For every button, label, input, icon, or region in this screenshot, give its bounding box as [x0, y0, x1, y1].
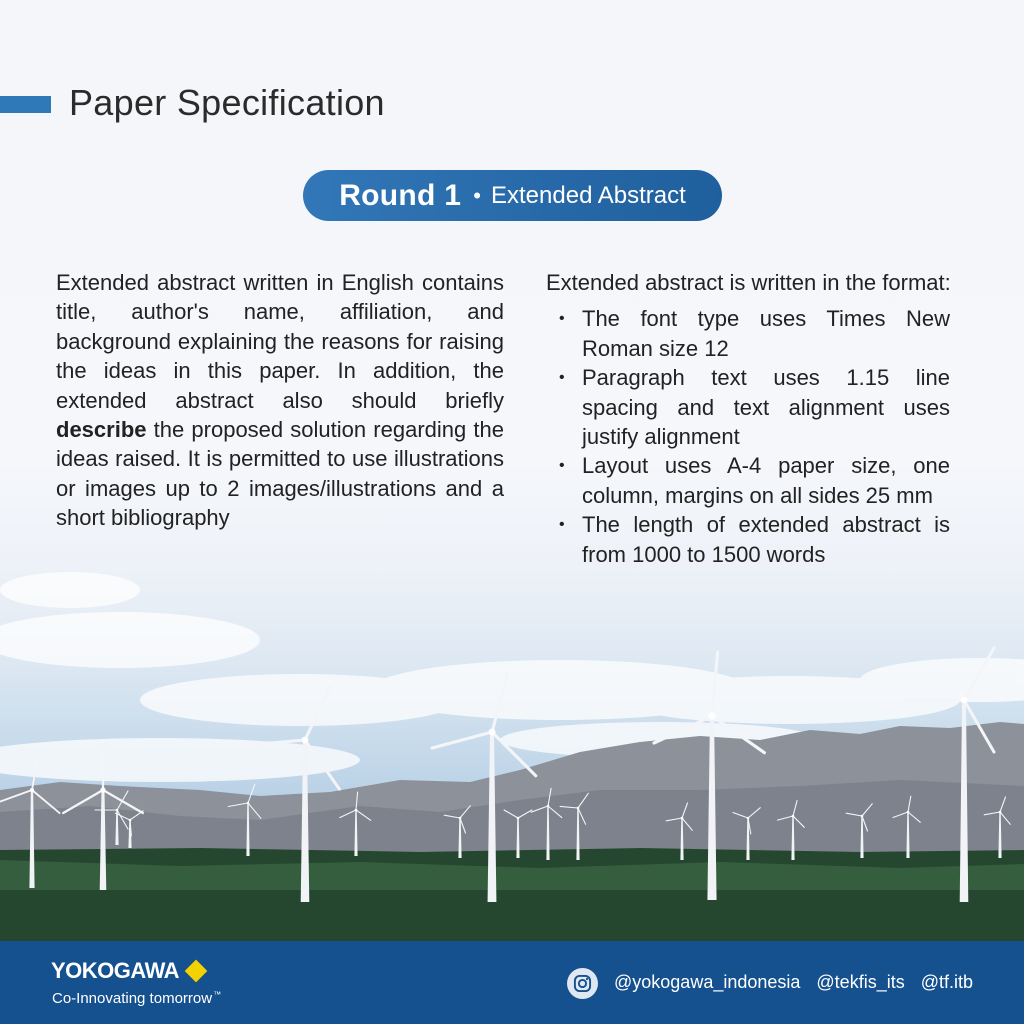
- format-item: • Paragraph text uses 1.15 line spacing and text alignment uses justify alignment: [582, 363, 950, 451]
- turbine-hub: [861, 815, 864, 818]
- turbine-hub: [302, 737, 309, 744]
- round-label: Round 1: [339, 178, 462, 212]
- turbine-hub: [708, 712, 715, 719]
- brand-tagline: [52, 990, 221, 1007]
- social-handle-tekfis[interactable]: @tekfis_its: [816, 972, 905, 992]
- title-accent-bar: [0, 96, 51, 113]
- turbine-hub: [961, 697, 968, 704]
- turbine-hub: [547, 805, 550, 808]
- right-column: [546, 268, 969, 569]
- left-text-end: the proposed solution regarding the ideas raised. It is permitted to use illustrations or images up to 2 images/illustrations and a short bibliography: [56, 417, 504, 531]
- turbine-hub: [747, 817, 750, 820]
- turbine-hub: [100, 787, 105, 792]
- turbine-hub: [681, 817, 684, 820]
- social-handle-tfitb[interactable]: @tf.itb: [920, 972, 973, 992]
- turbine-hub: [577, 807, 580, 810]
- round-subtitle: Extended Abstract: [491, 181, 686, 209]
- turbine-hub: [907, 811, 910, 814]
- turbine-hub: [116, 809, 119, 812]
- brand-name: YOKOGAWA: [51, 958, 180, 983]
- turbine-hub: [489, 729, 496, 736]
- format-item: • Layout uses A-4 paper size, one column, margins on all sides 25 mm: [582, 451, 950, 510]
- turbine-hub: [355, 809, 358, 812]
- format-list: [546, 304, 969, 569]
- instagram-icon[interactable]: [567, 968, 598, 999]
- social-handle-yokogawa[interactable]: @yokogawa_indonesia: [614, 972, 801, 992]
- trademark-symbol: ™: [213, 990, 222, 999]
- turbine-hub: [247, 802, 250, 805]
- turbine-blade: [432, 732, 492, 748]
- brand-logo: [51, 958, 204, 984]
- ground: [0, 848, 1024, 942]
- format-intro: Extended abstract is written in the format:: [546, 270, 951, 295]
- turbine-hub: [30, 788, 34, 792]
- format-item: • The font type uses Times New Roman size 12: [582, 304, 950, 363]
- turbine-hub: [129, 819, 132, 822]
- turbine-hub: [999, 811, 1002, 814]
- social-handles: [614, 972, 973, 993]
- left-column-text: [56, 268, 504, 533]
- diamond-icon: [185, 960, 208, 983]
- format-item: • The length of extended abstract is from 1000 to 1500 words: [582, 510, 950, 569]
- tagline-text: Co-Innovating tomorrow: [52, 990, 213, 1007]
- turbine-hub: [517, 817, 520, 820]
- left-text-bold: describe: [56, 417, 147, 443]
- round-badge: [303, 170, 722, 221]
- turbine-hub: [792, 815, 795, 818]
- round-separator: •: [473, 182, 481, 208]
- left-text-start: Extended abstract written in English contains title, author's name, affiliation, and background explaining the reasons for raising the ideas in this paper. In addition, the extended abstract also should briefly: [56, 270, 504, 413]
- turbine-tower: [488, 732, 497, 902]
- page-title: Paper Specification: [69, 82, 385, 123]
- turbine-hub: [459, 817, 462, 820]
